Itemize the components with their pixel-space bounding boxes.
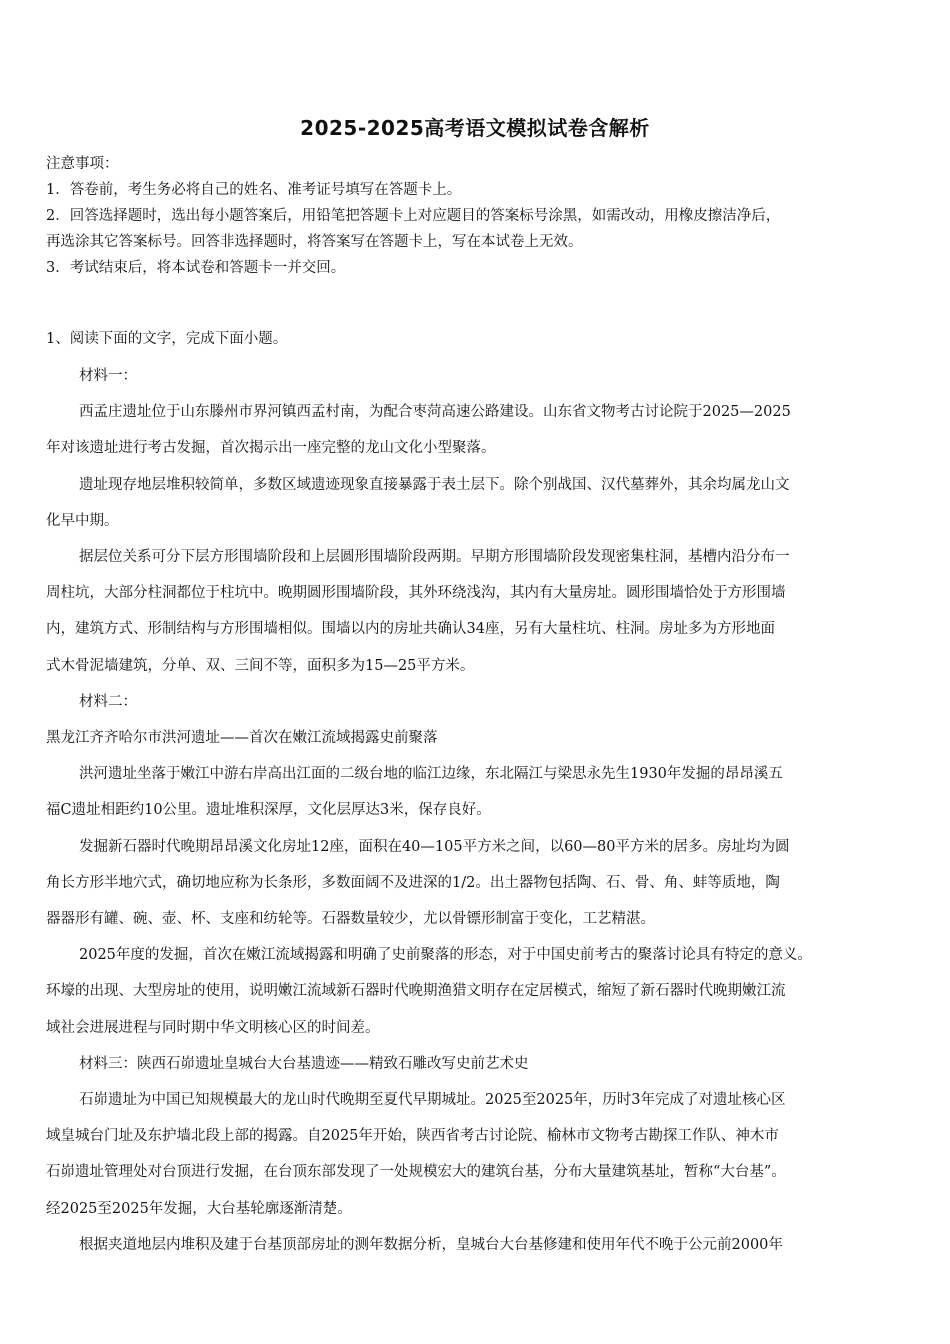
notice-heading: 注意事项： [46, 156, 119, 172]
passage-line: 根据夹道地层内堆积及建于台基顶部房址的测年数据分析，皇城台大台基修建和使用年代不晚于公元前2000年 [79, 1236, 783, 1253]
passage-line: 发掘新石器时代晚期昂昂溪文化房址12座，面积在40—105平方米之间，以60—80平方米的居多。房址均为圆 [79, 838, 790, 855]
passage-line: 域皇城台门址及东护墙北段上部的揭露。自2025年开始，陕西省考古讨论院、榆林市文物考古勘探工作队、神木市 [46, 1128, 779, 1145]
passage-line: 2025年度的发掘，首次在嫩江流域揭露和明确了史前聚落的形态，对于中国史前考古的聚落讨论具有特定的意义。 [79, 947, 812, 964]
passage-line: 福C遗址相距约10公里。遗址堆积深厚，文化层厚达3米，保存良好。 [46, 802, 491, 819]
passage-line: 内，建筑方式、形制结构与方形围墙相似。围墙以内的房址共确认34座，另有大量柱坑、柱洞。房址多为方形地面 [46, 621, 775, 638]
passage-line: 式木骨泥墙建筑，分单、双、三间不等，面积多为15—25平方米。 [46, 657, 475, 674]
passage-line: 石峁遗址为中国已知规模最大的龙山时代晚期至夏代早期城址。2025至2025年，历时3年完成了对遗址核心区 [79, 1092, 786, 1109]
question-heading: 1、阅读下面的文字，完成下面小题。 [46, 331, 288, 347]
passage-line: 据层位关系可分下层方形围墙阶段和上层圆形围墙阶段两期。早期方形围墙阶段发现密集柱洞，基槽内沿分布一 [79, 549, 790, 566]
passage-line: 域社会进展进程与同时期中华文明核心区的时间差。 [46, 1019, 380, 1036]
passage-line: 遗址现存地层堆积较简单，多数区域遗迹现象直接暴露于表土层下。除个别战国、汉代墓葬外，其余均属龙山文 [79, 476, 790, 493]
notice-item: 3．考试结束后，将本试卷和答题卡一并交回。 [46, 260, 346, 276]
passage-line: 西孟庄遗址位于山东滕州市界河镇西孟村南，为配合枣菏高速公路建设。山东省文物考古讨论院于2025—2025 [79, 404, 791, 421]
page-title: 2025-2025高考语文模拟试卷含解析 [300, 116, 650, 140]
question-section [46, 323, 916, 1263]
passage-line: 材料二： [79, 693, 137, 710]
passage-line: 年对该遗址进行考古发掘，首次揭示出一座完整的龙山文化小型聚落。 [46, 440, 496, 457]
notice-item: 再选涂其它答案标号。回答非选择题时，将答案写在答题卡上，写在本试卷上无效。 [46, 234, 583, 250]
passage-line: 经2025至2025年发掘，大台基轮廓逐渐清楚。 [46, 1200, 352, 1217]
passage-line: 周柱坑，大部分柱洞都位于柱坑中。晚期圆形围墙阶段，其外环绕浅沟，其内有大量房址。圆形围墙恰处于方形围墙 [46, 585, 786, 602]
notice-item: 1．答卷前，考生务必将自己的姓名、准考证号填写在答题卡上。 [46, 182, 462, 198]
passage-line: 石峁遗址管理处对台顶进行发掘，在台顶东部发现了一处规模宏大的建筑台基，分布大量建筑基址，暂称“大台基”。 [46, 1164, 786, 1181]
passage-line: 黑龙江齐齐哈尔市洪河遗址——首次在嫩江流域揭露史前聚落 [46, 730, 438, 747]
passage-line: 洪河遗址坐落于嫩江中游右岸高出江面的二级台地的临江边缘，东北隔江与梁思永先生1930年发掘的昂昂溪五 [79, 766, 783, 783]
passage-line: 器器形有罐、碗、壶、杯、支座和纺轮等。石器数量较少，尤以骨镖形制富于变化，工艺精湛。 [46, 911, 655, 928]
passage-line: 化早中期。 [46, 512, 119, 529]
passage-line: 角长方形半地穴式，确切地应称为长条形，多数面阔不及进深的1/2。出土器物包括陶、石、骨、角、蚌等质地，陶 [46, 874, 780, 891]
passage-line: 材料一： [79, 368, 137, 384]
notice-section [46, 151, 906, 281]
notice-item: 2．回答选择题时，选出每小题答案后，用铅笔把答题卡上对应题目的答案标号涂黑，如需改动，用橡皮擦洁净后， [46, 208, 781, 224]
passage-line: 材料三：陕西石峁遗址皇城台大台基遗迹——精致石雕改写史前艺术史 [79, 1055, 529, 1072]
passage-line: 环壕的出现、大型房址的使用，说明嫩江流域新石器时代晚期渔猎文明存在定居模式，缩短了新石器时代晚期嫩江流 [46, 983, 786, 1000]
